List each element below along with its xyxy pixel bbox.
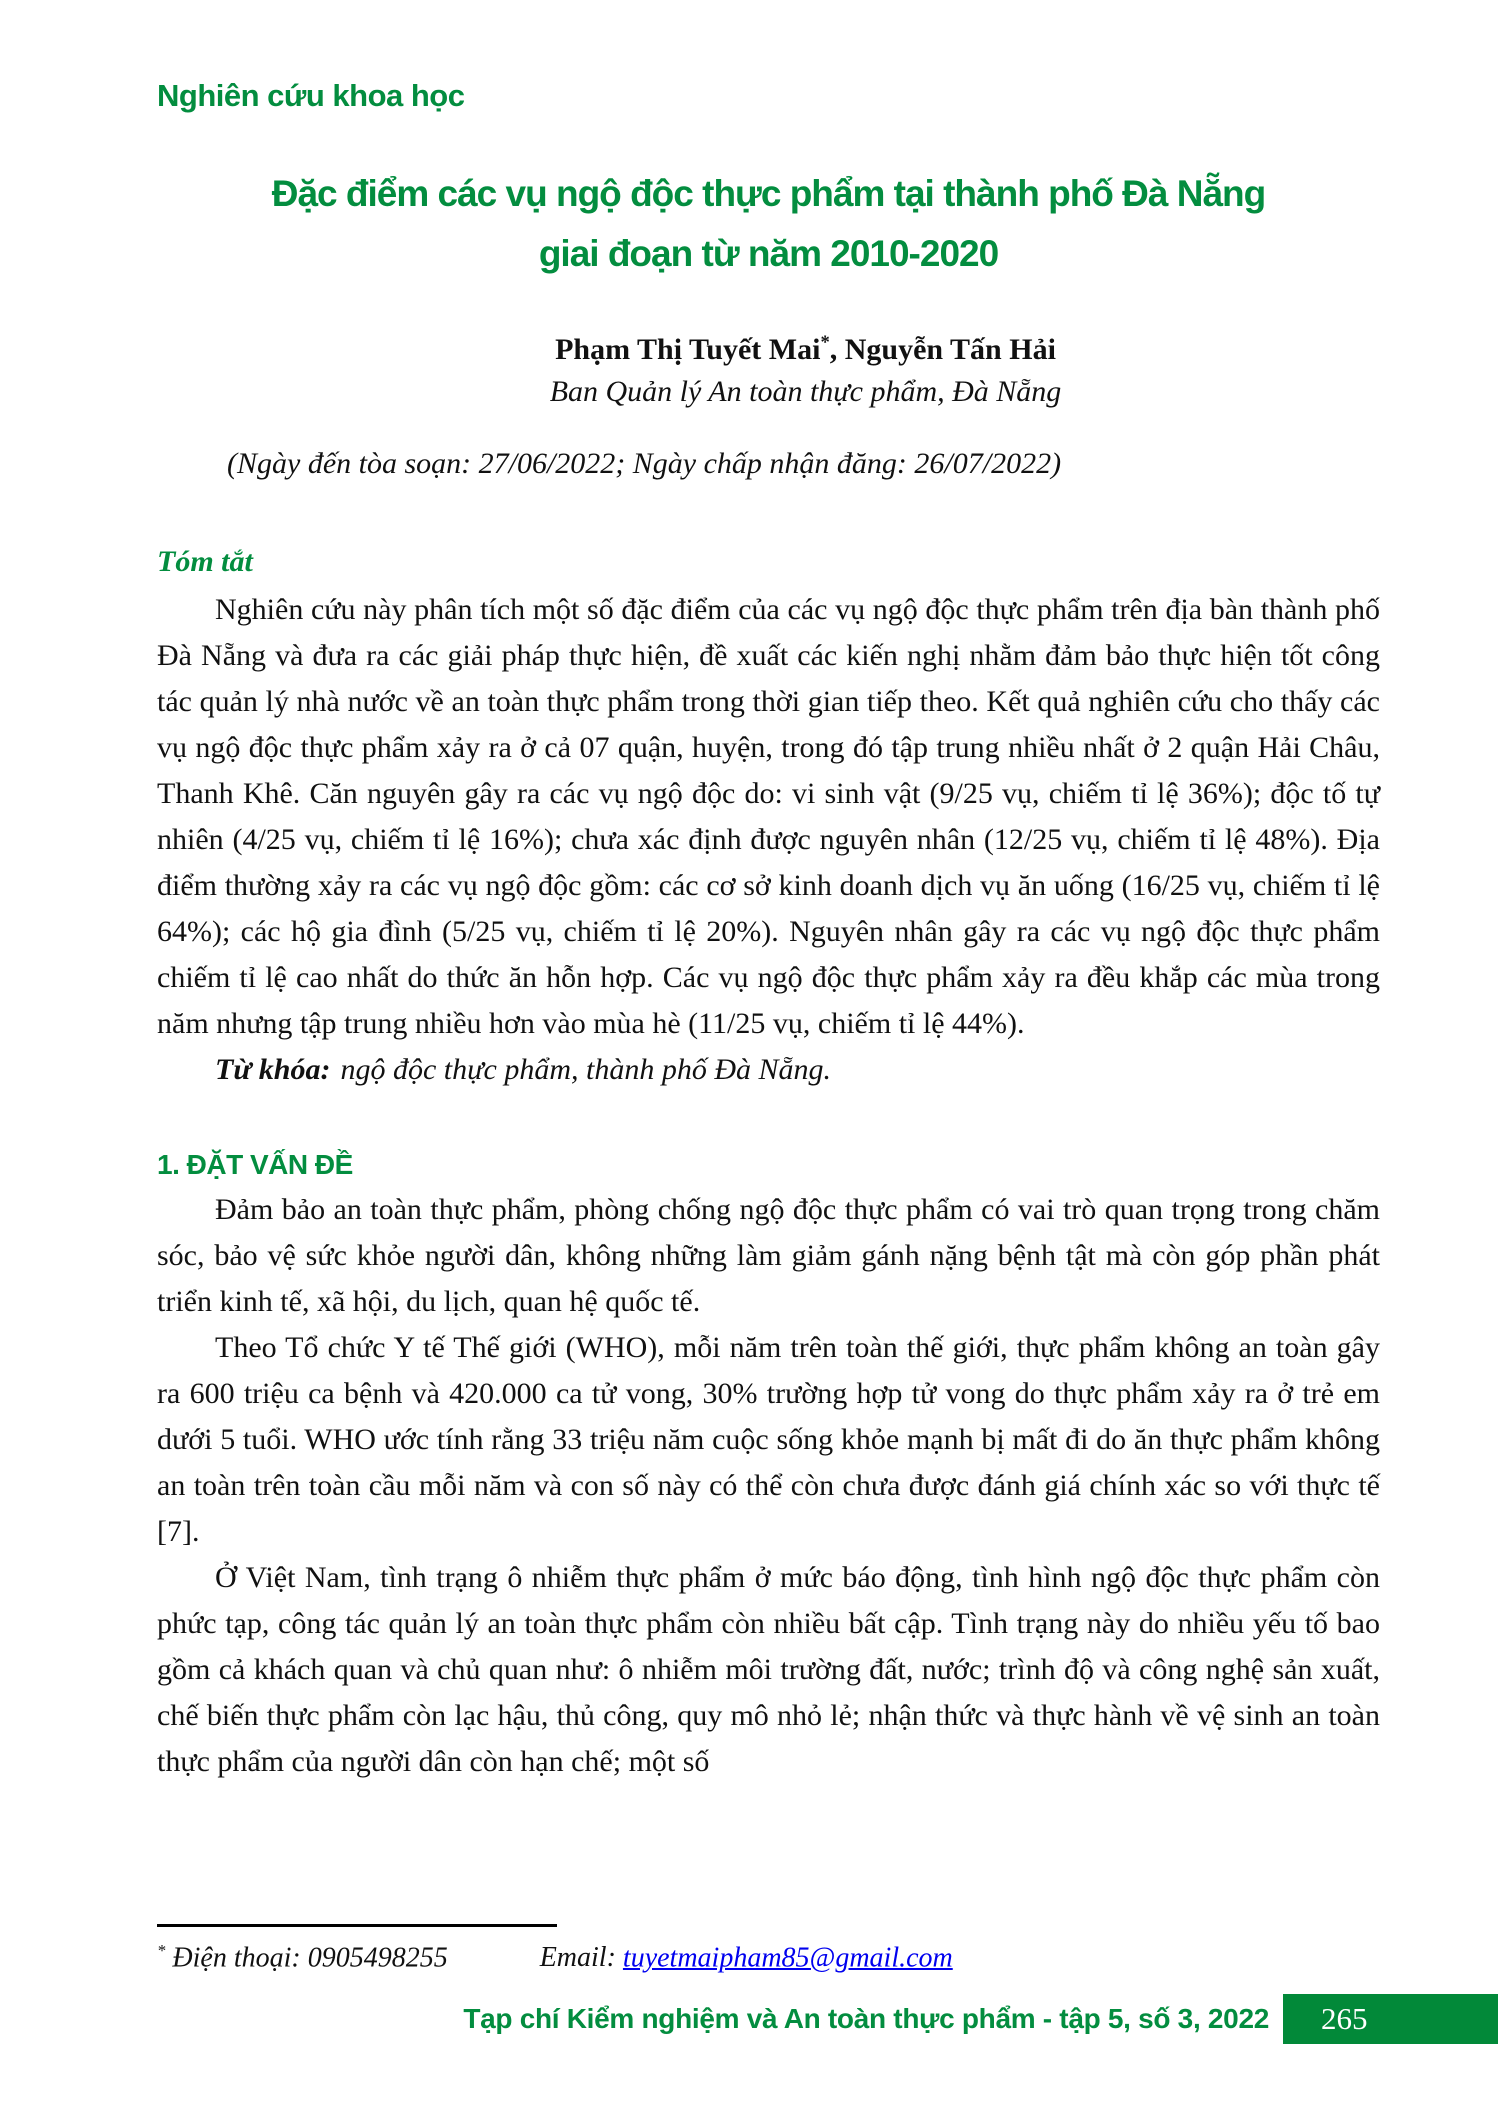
article-title-line1: Đặc điểm các vụ ngộ độc thực phẩm tại thành phố Đà Nẵng — [271, 173, 1266, 214]
article-title — [157, 164, 1380, 284]
submission-dates: (Ngày đến tòa soạn: 27/06/2022; Ngày chấp nhận đăng: 26/07/2022) — [227, 447, 1062, 480]
article-title-line2: giai đoạn từ năm 2010-2020 — [538, 233, 999, 274]
keywords-label: Từ khóa: — [215, 1053, 331, 1086]
footnote-divider — [157, 1924, 557, 1927]
footnote-email-label: Email: — [539, 1942, 616, 1974]
abstract-body: Nghiên cứu này phân tích một số đặc điểm của các vụ ngộ độc thực phẩm trên địa bàn thành phố Đà Nẵng và đưa ra các giải pháp thực hiện, đề xuất các kiến nghị nhằm đảm bảo thực hiện tốt công tác quản lý nhà nước về an toàn thực phẩm trong thời gian tiếp theo. Kết quả nghiên cứu cho thấy các vụ ngộ độc thực phẩm xảy ra ở cả 07 quận, huyện, trong đó tập trung nhiều nhất ở 2 quận Hải Châu, Thanh Khê. Căn nguyên gây ra các vụ ngộ độc do: vi sinh vật (9/25 vụ, chiếm tỉ lệ 36%); độc tố tự nhiên (4/25 vụ, chiếm tỉ lệ 16%); chưa xác định được nguyên nhân (12/25 vụ, chiếm tỉ lệ 48%). Địa điểm thường xảy ra các vụ ngộ độc gồm: các cơ sở kinh doanh dịch vụ ăn uống (16/25 vụ, chiếm tỉ lệ 64%); các hộ gia đình (5/25 vụ, chiếm tỉ lệ 20%). Nguyên nhân gây ra các vụ ngộ độc thực phẩm chiếm tỉ lệ cao nhất do thức ăn hỗn hợp. Các vụ ngộ độc thực phẩm xảy ra đều khắp các mùa trong năm nhưng tập trung nhiều hơn vào mùa hè (11/25 vụ, chiếm tỉ lệ 44%). — [157, 593, 1380, 1040]
section-1-heading: 1. ĐẶT VẤN ĐỀ — [157, 1149, 353, 1180]
page-footer — [0, 1994, 1498, 2044]
affiliation: Ban Quản lý An toàn thực phẩm, Đà Nẵng — [549, 375, 1062, 408]
author-footnote-marker: * — [820, 332, 830, 353]
page-number: 265 — [1321, 2001, 1368, 2037]
author-2: , Nguyễn Tấn Hải — [829, 333, 1056, 366]
section-1-paragraph: Ở Việt Nam, tình trạng ô nhiễm thực phẩm ở mức báo động, tình hình ngộ độc thực phẩm còn phức tạp, công tác quản lý an toàn thực phẩm còn nhiều bất cập. Tình trạng này do nhiều yếu tố bao gồm cả khách quan và chủ quan như: ô nhiễm môi trường đất, nước; trình độ và công nghệ sản xuất, chế biến thực phẩm còn lạc hậu, thủ công, quy mô nhỏ lẻ; nhận thức và thực hành về vệ sinh an toàn thực phẩm của người dân còn hạn chế; một số — [157, 1561, 1380, 1778]
section-kicker: Nghiên cứu khoa học — [157, 78, 465, 113]
page-bottom — [0, 1924, 1498, 2044]
keywords-line — [157, 1047, 1380, 1093]
footnote-line — [157, 1941, 1498, 1974]
author-1: Phạm Thị Tuyết Mai — [555, 333, 821, 366]
keywords-text: ngộ độc thực phẩm, thành phố Đà Nẵng. — [340, 1053, 831, 1086]
journal-name: Tạp chí Kiểm nghiệm và An toàn thực phẩm - tập 5, số 3, 2022 — [463, 2003, 1269, 2035]
section-1-paragraph: Theo Tổ chức Y tế Thế giới (WHO), mỗi năm trên toàn thế giới, thực phẩm không an toàn gây ra 600 triệu ca bệnh và 420.000 ca tử vong, 30% trường hợp tử vong do thực phẩm xảy ra ở trẻ em dưới 5 tuổi. WHO ước tính rằng 33 triệu năm cuộc sống khỏe mạnh bị mất đi do ăn thực phẩm không an toàn trên toàn cầu mỗi năm và con số này có thể còn chưa được đánh giá chính xác so với thực tế [7]. — [157, 1331, 1380, 1548]
author-line — [231, 332, 1380, 367]
footnote-phone: Điện thoại: 0905498255 — [172, 1942, 448, 1974]
footnote-email-link[interactable]: tuyetmaipham85@gmail.com — [622, 1942, 953, 1974]
page-number-box — [1283, 1994, 1498, 2044]
section-1-paragraph: Đảm bảo an toàn thực phẩm, phòng chống ngộ độc thực phẩm có vai trò quan trọng trong chăm sóc, bảo vệ sức khỏe người dân, không những làm giảm gánh nặng bệnh tật mà còn góp phần phát triển kinh tế, xã hội, du lịch, quan hệ quốc tế. — [157, 1193, 1380, 1318]
footnote-marker: * — [157, 1941, 166, 1960]
abstract-heading: Tóm tắt — [157, 545, 253, 578]
